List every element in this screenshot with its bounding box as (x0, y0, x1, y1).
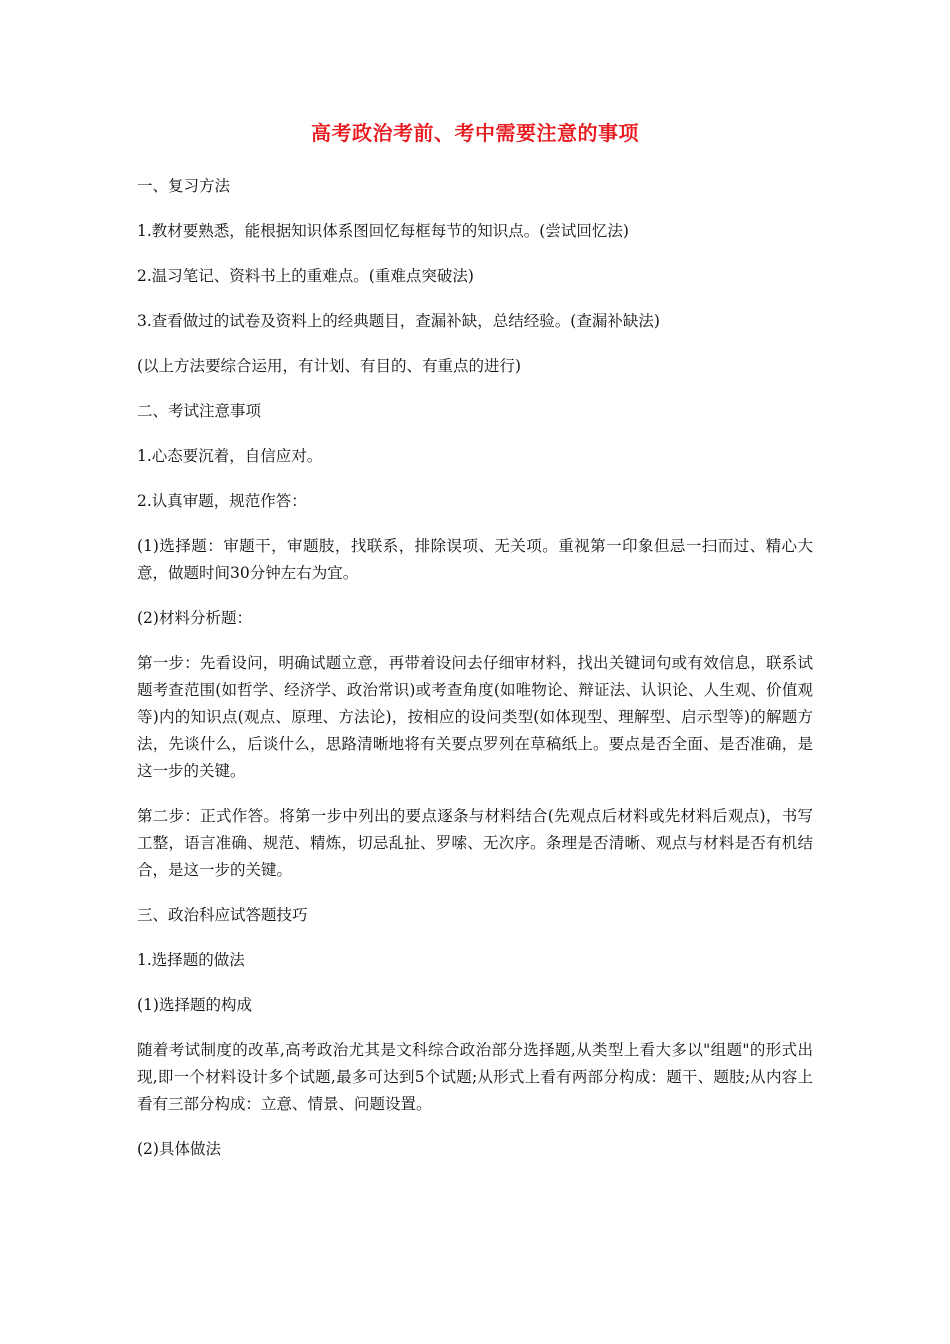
document-title: 高考政治考前、考中需要注意的事项 (311, 121, 639, 145)
paragraph: (2)具体做法 (137, 1140, 221, 1158)
paragraph: 2.温习笔记、资料书上的重难点。(重难点突破法) (137, 267, 474, 285)
document-page (137, 118, 813, 1181)
section-heading-exam-notes: 二、考试注意事项 (137, 402, 262, 420)
paragraph: (2)材料分析题： (137, 609, 252, 627)
section-heading-answer-techniques: 三、政治科应试答题技巧 (137, 906, 308, 924)
paragraph: (1)选择题的构成 (137, 996, 252, 1014)
paragraph: 2.认真审题，规范作答： (137, 492, 307, 510)
section-heading-review-methods: 一、复习方法 (137, 177, 231, 195)
paragraph: 随着考试制度的改革,高考政治尤其是文科综合政治部分选择题,从类型上看大多以"组题"的形式出现,即一个材料设计多个试题,最多可达到5个试题;从形式上看有两部分构成：题干、题肢;从内容上看有三部分构成：立意、情景、问题设置。 (137, 1041, 813, 1113)
paragraph: 1.选择题的做法 (137, 951, 245, 969)
paragraph: 1.教材要熟悉，能根据知识体系图回忆每框每节的知识点。(尝试回忆法) (137, 222, 629, 240)
paragraph: 第一步：先看设问，明确试题立意，再带着设问去仔细审材料，找出关键词句或有效信息，联系试题考查范围(如哲学、经济学、政治常识)或考查角度(如唯物论、辩证法、认识论、人生观、价值观等)内的知识点(观点、原理、方法论)，按相应的设问类型(如体现型、理解型、启示型等)的解题方法，先谈什么，后谈什么，思路清晰地将有关要点罗列在草稿纸上。要点是否全面、是否准确，是这一步的关键。 (137, 654, 813, 780)
paragraph: 3.查看做过的试卷及资料上的经典题目，查漏补缺，总结经验。(查漏补缺法) (137, 312, 660, 330)
paragraph: (以上方法要综合运用，有计划、有目的、有重点的进行) (137, 357, 522, 375)
paragraph: 第二步：正式作答。将第一步中列出的要点逐条与材料结合(先观点后材料或先材料后观点)，书写工整，语言准确、规范、精炼，切忌乱扯、罗嗦、无次序。条理是否清晰、观点与材料是否有机结合，是这一步的关键。 (137, 807, 813, 879)
paragraph: (1)选择题：审题干，审题肢，找联系，排除误项、无关项。重视第一印象但忌一扫而过、精心大意，做题时间30分钟左右为宜。 (137, 537, 813, 582)
paragraph: 1.心态要沉着，自信应对。 (137, 447, 323, 465)
